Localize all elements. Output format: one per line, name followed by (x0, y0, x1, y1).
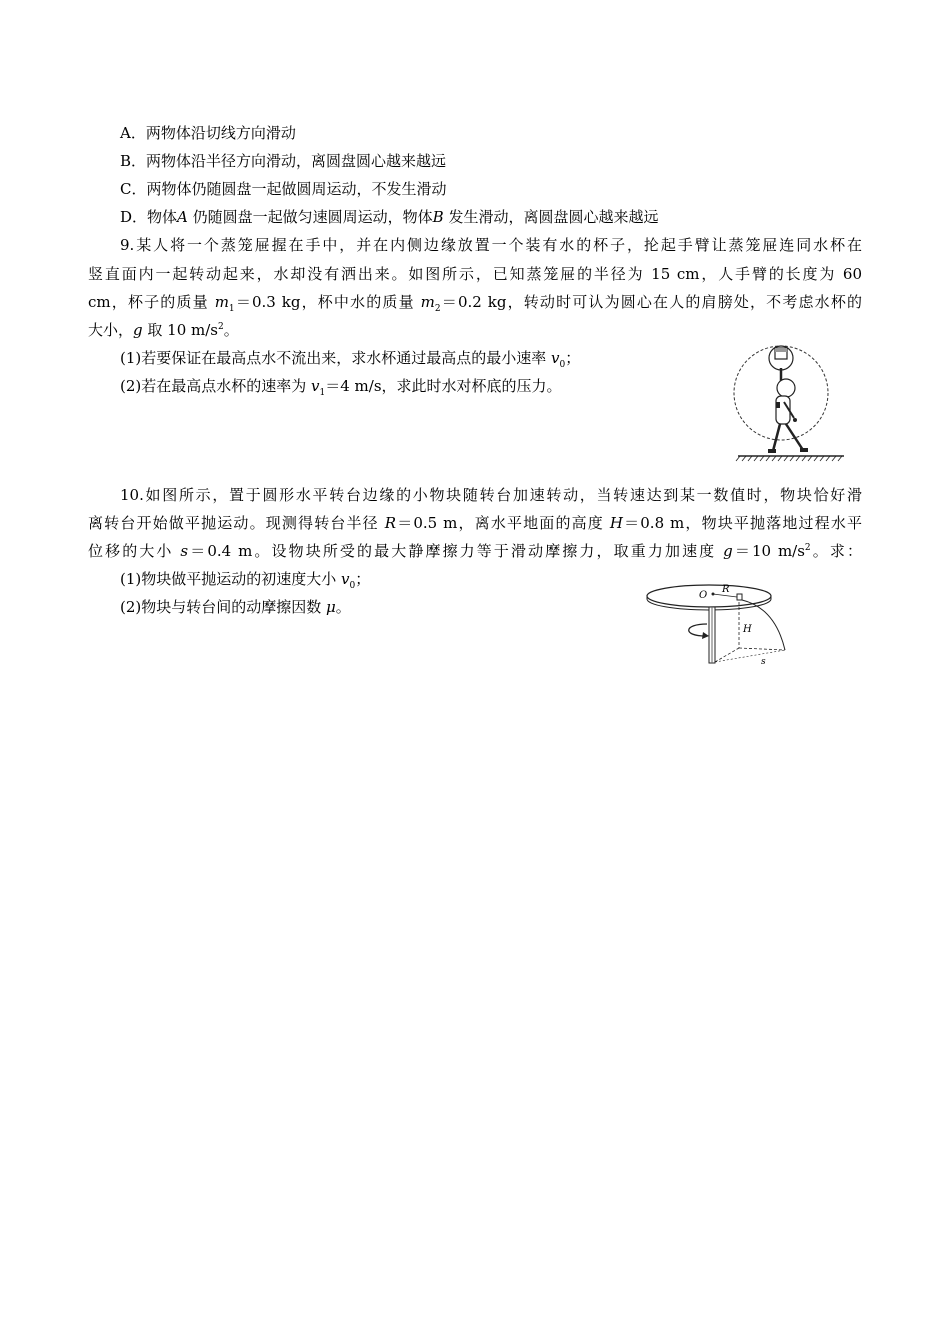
q10-subquestion-1: (1)物块做平抛运动的初速度大小 $v_0$； (120, 570, 371, 591)
q9-subquestion-2: (2)若在最高点水杯的速率为 $v_1=4$ m/s，求此时水对杯底的压力。 (120, 377, 562, 398)
q9-subquestion-1: (1)若要保证在最高点水不流出来，求水杯通过最高点的最小速率 $v_0$； (120, 349, 581, 370)
label-r: R (722, 584, 730, 595)
option-b: B．两物体沿半径方向滑动，离圆盘圆心越来越远 (120, 152, 447, 170)
q9-line4: 大小，g 取 10 $m/s^2$。 (88, 321, 239, 339)
label-o: O (699, 590, 708, 601)
q10-subquestion-2: (2)物块与转台间的动摩擦因数 μ。 (120, 598, 351, 616)
q9-line1: 9.某人将一个蒸笼屉握在手中，并在内侧边缘放置一个装有水的杯子，抡起手臂让蒸笼屉连同水杯在 (120, 236, 862, 254)
person-swing-figure (726, 338, 848, 466)
option-c: C．两物体仍随圆盘一起做圆周运动，不发生滑动 (120, 180, 447, 198)
q10-line2: 离转台开始做平抛运动。现测得转台半径 R＝0.5 m，离水平地面的高度 H＝0.8 m，物块平抛落地过程水平 (88, 514, 862, 532)
q9-line3: cm，杯子的质量 $m_1=0.3$ kg，杯中水的质量 $m_2=0.2$ kg，转动时可认为圆心在人的肩膀处，不考虑水杯的 (88, 293, 862, 314)
turntable-figure (643, 580, 795, 672)
label-h: H (743, 624, 752, 635)
option-a: A．两物体沿切线方向滑动 (120, 124, 296, 142)
q9-line2: 竖直面内一起转动起来，水却没有洒出来。如图所示，已知蒸笼屉的半径为 15 cm，人手臂的长度为 60 (88, 265, 862, 283)
q10-line3: 位移的大小 s＝0.4 m。设物块所受的最大静摩擦力等于滑动摩擦力，取重力加速度 g＝10 $m/s^2$。求： (88, 542, 862, 560)
option-d: D．物体A 仍随圆盘一起做匀速圆周运动，物体B 发生滑动，离圆盘圆心越来越远 (120, 208, 659, 226)
q10-line1: 10.如图所示，置于圆形水平转台边缘的小物块随转台加速转动，当转速达到某一数值时，物块恰好滑 (120, 486, 862, 504)
label-s: s (761, 657, 766, 667)
